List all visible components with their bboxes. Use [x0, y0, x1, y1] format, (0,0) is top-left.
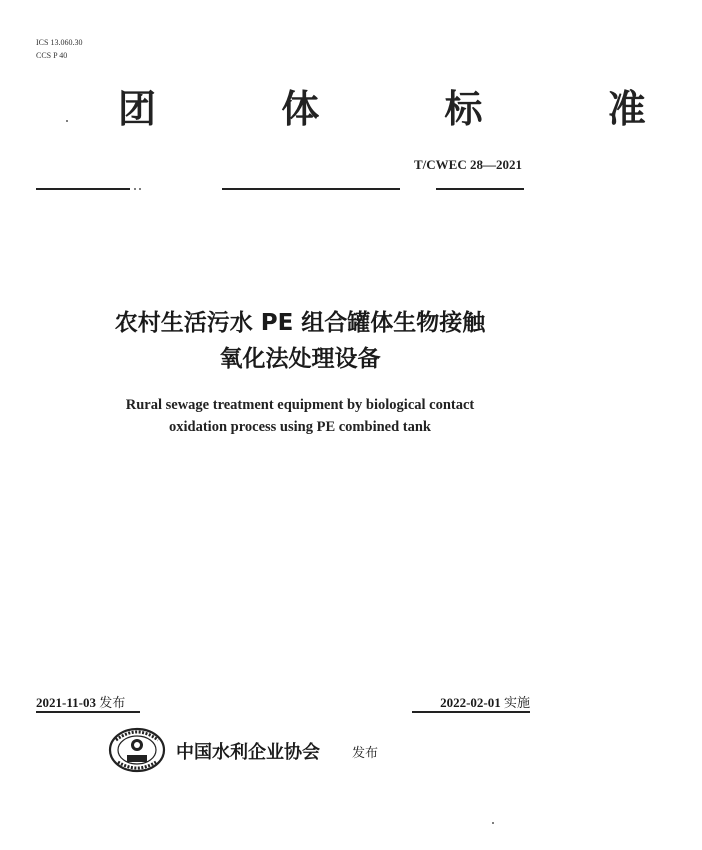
- ccs-code: CCS P 40: [36, 51, 68, 60]
- chinese-title: [0, 305, 600, 377]
- ics-code: ICS 13.060.30: [36, 38, 83, 47]
- publish-date-label: 发布: [99, 696, 126, 711]
- chinese-title-line-1: 农村生活污水 PE 组合罐体生物接触: [114, 310, 486, 336]
- document-type-heading: 团 体 标 准: [118, 87, 702, 131]
- publish-date-value: 2021-11-03: [36, 695, 96, 710]
- classification-codes: [36, 36, 82, 62]
- publish-date: [36, 692, 125, 711]
- english-title-line-2: oxidation process using PE combined tank: [169, 419, 431, 435]
- footer-rule-segment-1: [36, 711, 140, 713]
- header-rule-segment-2: [222, 188, 400, 190]
- association-seal-logo: [108, 726, 166, 774]
- publisher-name: 中国水利企业协会: [176, 742, 320, 763]
- implement-date-value: 2022-02-01: [440, 695, 501, 710]
- header-rule-segment-1: [36, 188, 130, 190]
- publisher-suffix: 发布: [352, 746, 379, 761]
- english-title: [0, 394, 600, 438]
- footer-rule-segment-2: [412, 711, 530, 713]
- scan-speck: [492, 822, 494, 824]
- header-rule-segment-3: [436, 188, 524, 190]
- implement-date-label: 实施: [503, 696, 530, 711]
- standard-number: T/CWEC 28—2021: [414, 157, 522, 172]
- chinese-title-line-2: 氧化法处理设备: [219, 346, 381, 372]
- header-rule-dot: [134, 188, 136, 190]
- implement-date: [440, 692, 530, 711]
- scan-speck: [66, 120, 68, 122]
- english-title-line-1: Rural sewage treatment equipment by biological contact: [125, 397, 475, 413]
- header-rule-dot: [139, 188, 141, 190]
